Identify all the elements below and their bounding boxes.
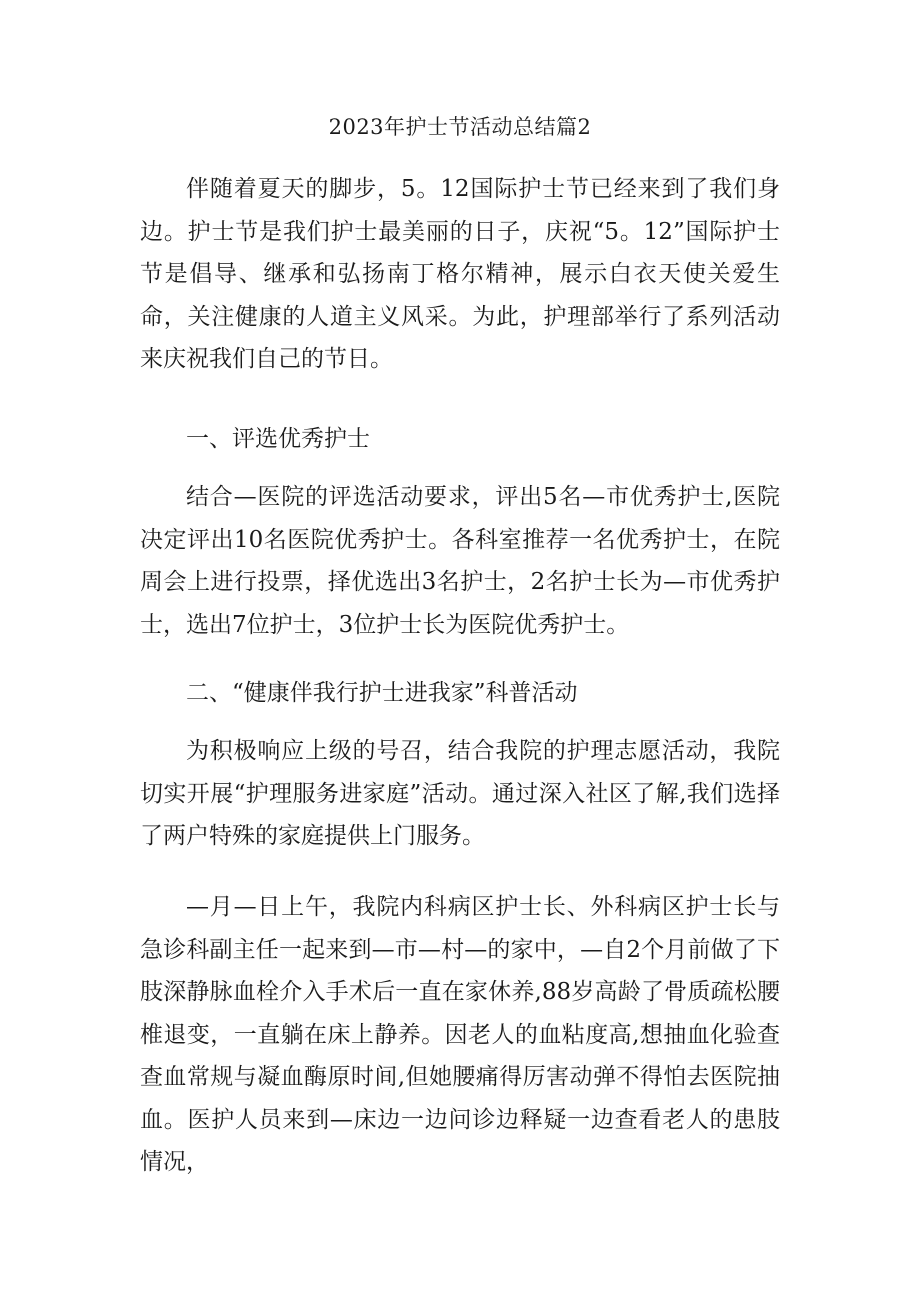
document-title: 2023年护士节活动总结篇2 [328, 115, 592, 139]
intro-paragraph: 伴随着夏天的脚步，5。12国际护士节已经来到了我们身边。护士节是我们护士最美丽的日子，庆祝“5。12”国际护士节是倡导、继承和弘扬南丁格尔精神，展示白衣天使关爱生命，关注健康的人道主义风采。为此，护理部举行了系列活动来庆祝我们自己的节日。 [140, 176, 780, 372]
section-2-paragraph-2: —月—日上午，我院内科病区护士长、外科病区护士长与急诊科副主任一起来到—市—村—的家中，—自2个月前做了下肢深静脉血栓介入手术后一直在家休养,88岁高龄了骨质疏松腰椎退变，一直躺在床上静养。因老人的血粘度高,想抽血化验查查血常规与凝血酶原时间,但她腰痛得厉害动弹不得怕去医院抽血。医护人员来到—床边一边问诊边释疑一边查看老人的患肢情况， [140, 894, 780, 1175]
section-1-paragraph: 结合—医院的评选活动要求，评出5名—市优秀护士,医院决定评出10名医院优秀护士。各科室推荐一名优秀护士，在院周会上进行投票，择优选出3名护士，2名护士长为—市优秀护士，选出7位护士，3位护士长为医院优秀护士。 [140, 484, 780, 638]
section-2-paragraph: 为积极响应上级的号召，结合我院的护理志愿活动，我院切实开展“护理服务进家庭”活动。通过深入社区了解,我们选择了两户特殊的家庭提供上门服务。 [140, 738, 780, 849]
section-heading-2: 二、“健康伴我行护士进我家”科普活动 [186, 680, 578, 706]
section-heading-1: 一、评选优秀护士 [186, 426, 370, 452]
